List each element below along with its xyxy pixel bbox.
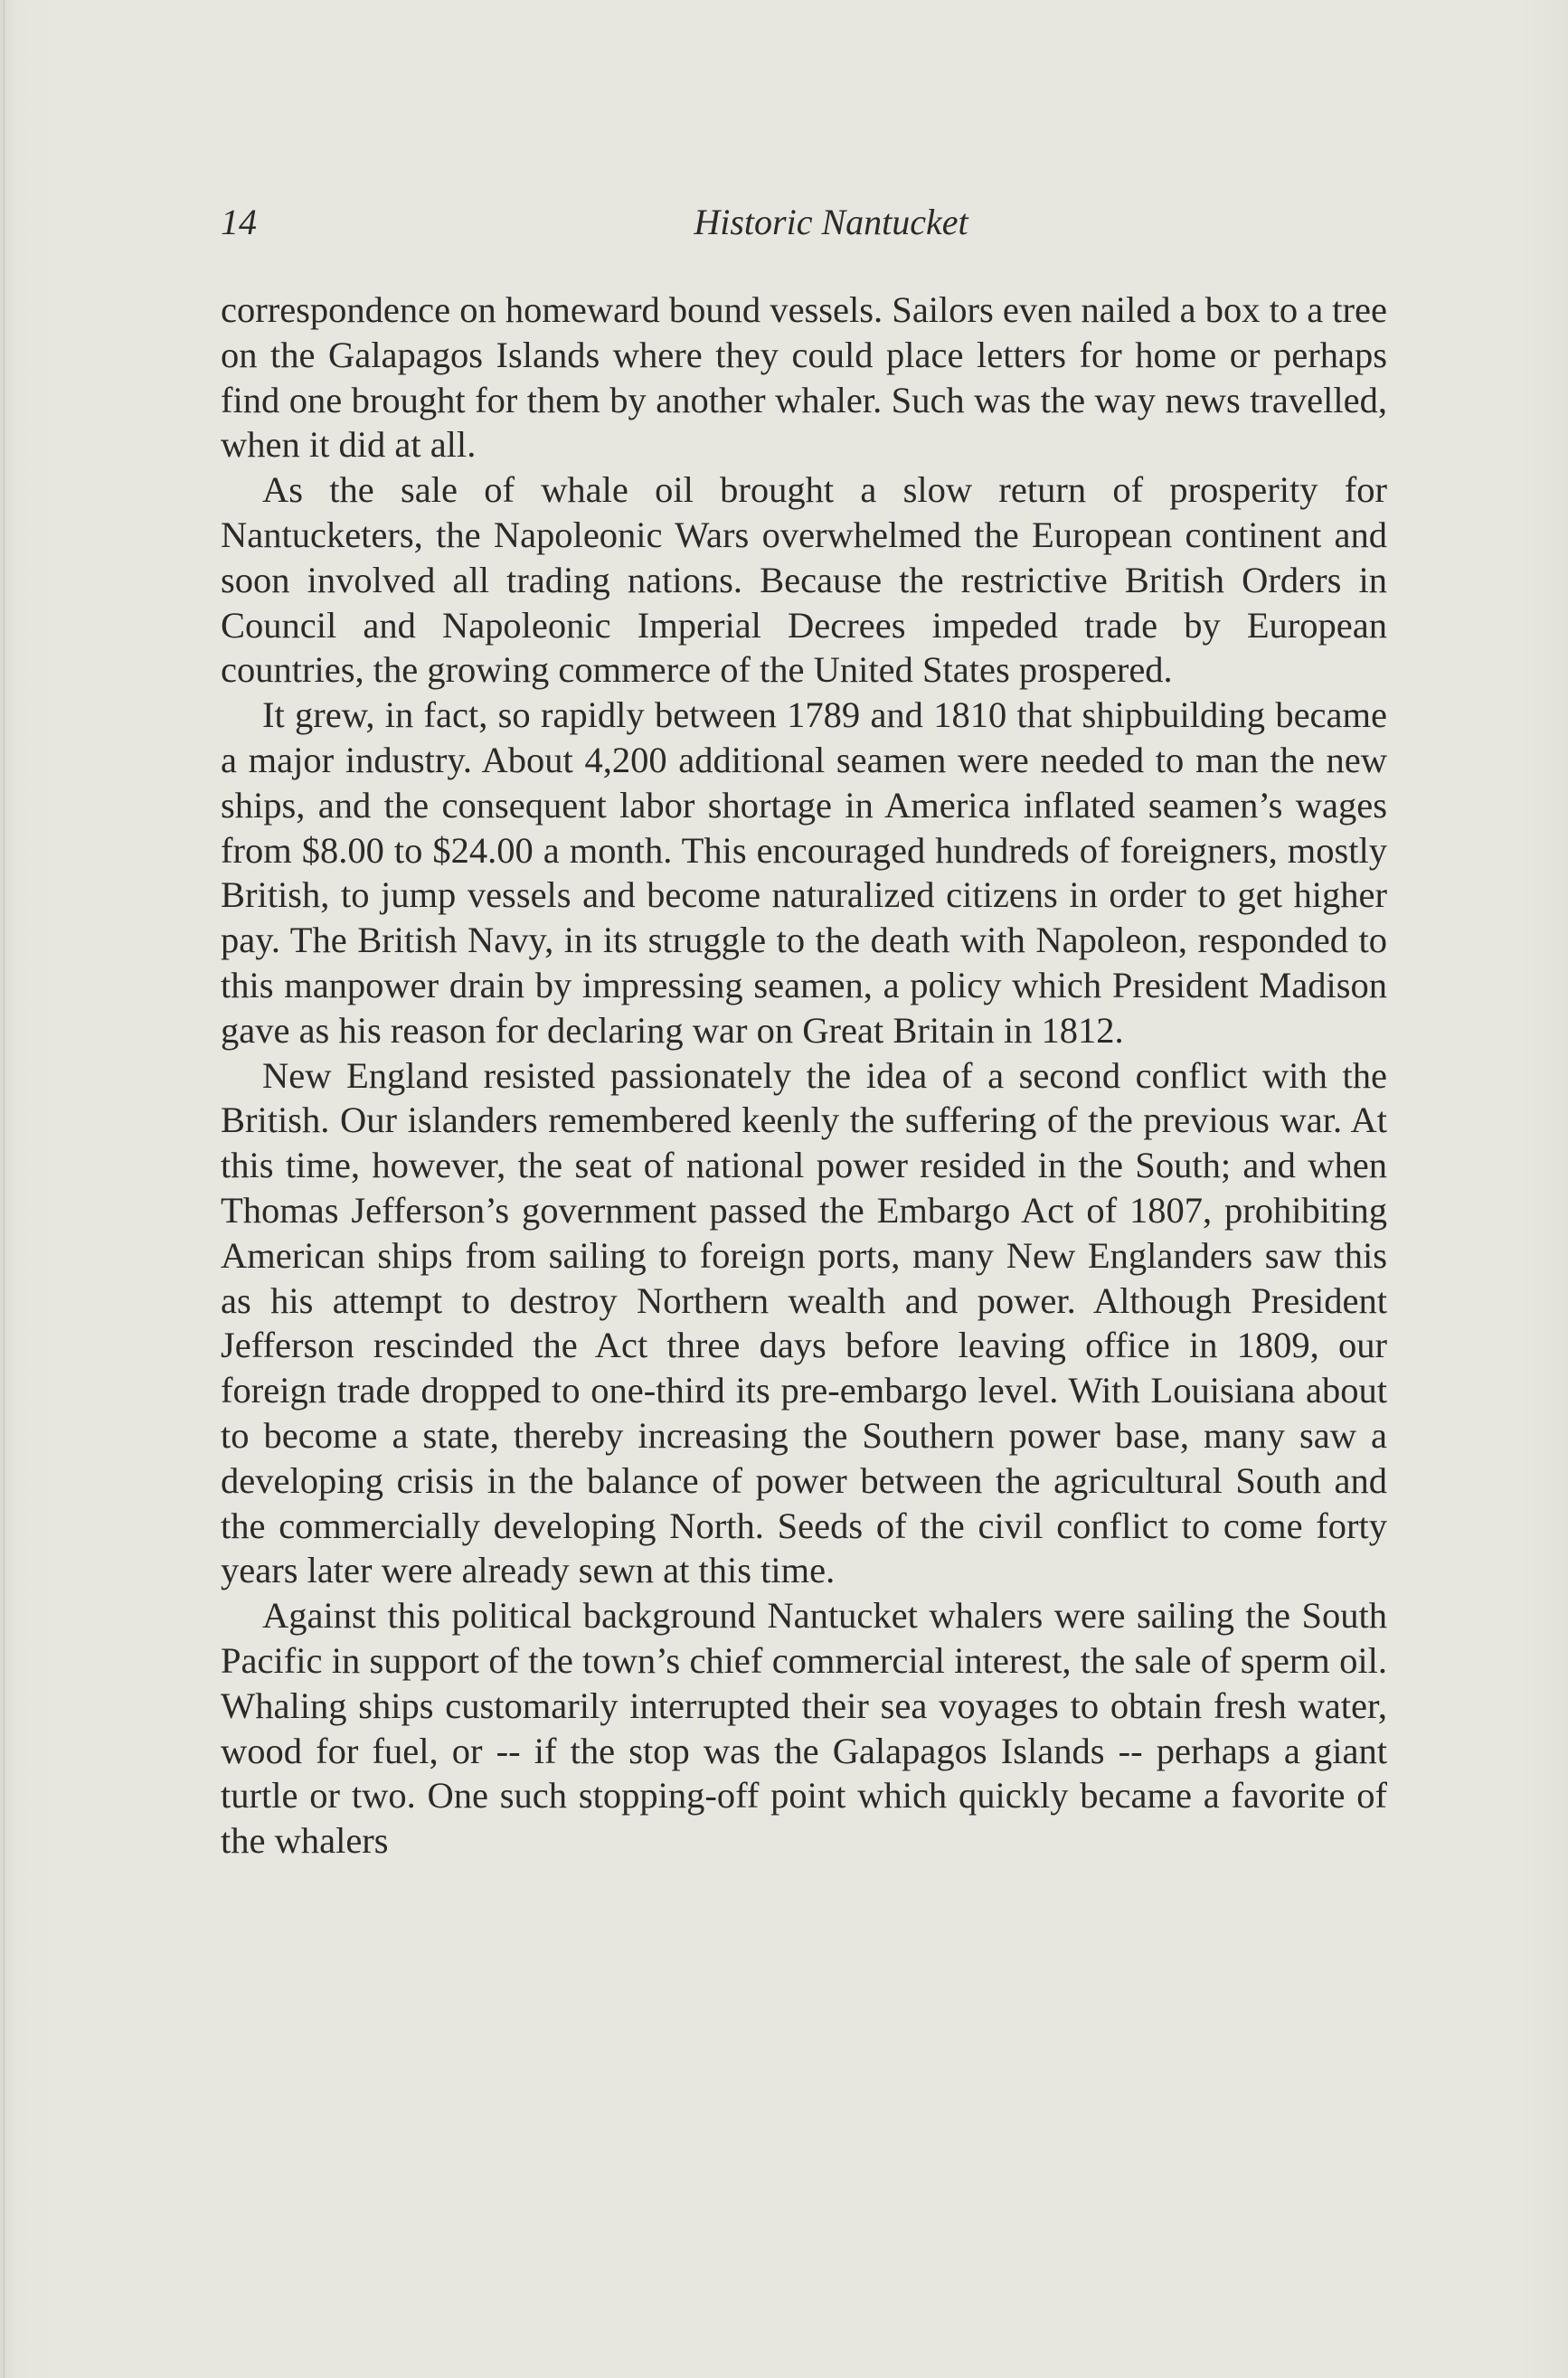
page-header [221, 201, 1387, 255]
paragraph: It grew, in fact, so rapidly between 1789 and 1810 that shipbuilding became a major industry. About 4,200 additional seamen were needed to man the new ships, and the consequent labor shortage in America inflated seamen’s wages from $8.00 to $24.00 a month. This encouraged hundreds of foreigners, mostly British, to jump vessels and become naturalized citizens in order to get higher pay. The British Navy, in its struggle to the death with Napoleon, responded to this manpower drain by impressing seamen, a policy which President Madison gave as his reason for declaring war on Great Britain in 1812. [221, 694, 1387, 1051]
page-number: 14 [221, 202, 257, 242]
paragraph: As the sale of whale oil brought a slow return of prosperity for Nantucketers, the Napoleonic Wars overwhelmed the European continent and soon involved all trading nations. Because the restrictive British Orders in Council and Napoleonic Imperial Decrees impeded trade by European countries, the growing commerce of the United States prospered. [221, 469, 1387, 691]
paragraph: New England resisted passionately the idea of a second conflict with the British. Our islanders remembered keenly the suffering of the previous war. At this time, however, the seat of national power resided in the South; and when Thomas Jefferson’s government passed the Embargo Act of 1807, prohibiting American ships from sailing to foreign ports, many New Englanders saw this as his attempt to destroy Northern wealth and power. Although President Jefferson rescinded the Act three days before leaving office in 1809, our foreign trade dropped to one-third its pre-embargo level. With Louisiana about to become a state, thereby increasing the Southern power base, many saw a developing crisis in the balance of power between the agricultural South and the commercially developing North. Seeds of the civil conflict to come forty years later were already sewn at this time. [221, 1054, 1387, 1591]
body-text [221, 288, 1387, 1864]
page-edge-line [4, 0, 5, 2378]
running-head: Historic Nantucket [694, 202, 968, 242]
paragraph: correspondence on homeward bound vessels. Sailors even nailed a box to a tree on the Galapagos Islands where they could place letters for home or perhaps find one brought for them by another whaler. Such was the way news travelled, when it did at all. [221, 289, 1387, 466]
paragraph: Against this political background Nantucket whalers were sailing the South Pacific in support of the town’s chief commercial interest, the sale of sperm oil. Whaling ships customarily interrupted their sea voyages to obtain fresh water, wood for fuel, or -- if the stop was the Galapagos Islands -- perhaps a giant turtle or two. One such stopping-off point which quickly became a favorite of the whalers [221, 1595, 1387, 1862]
